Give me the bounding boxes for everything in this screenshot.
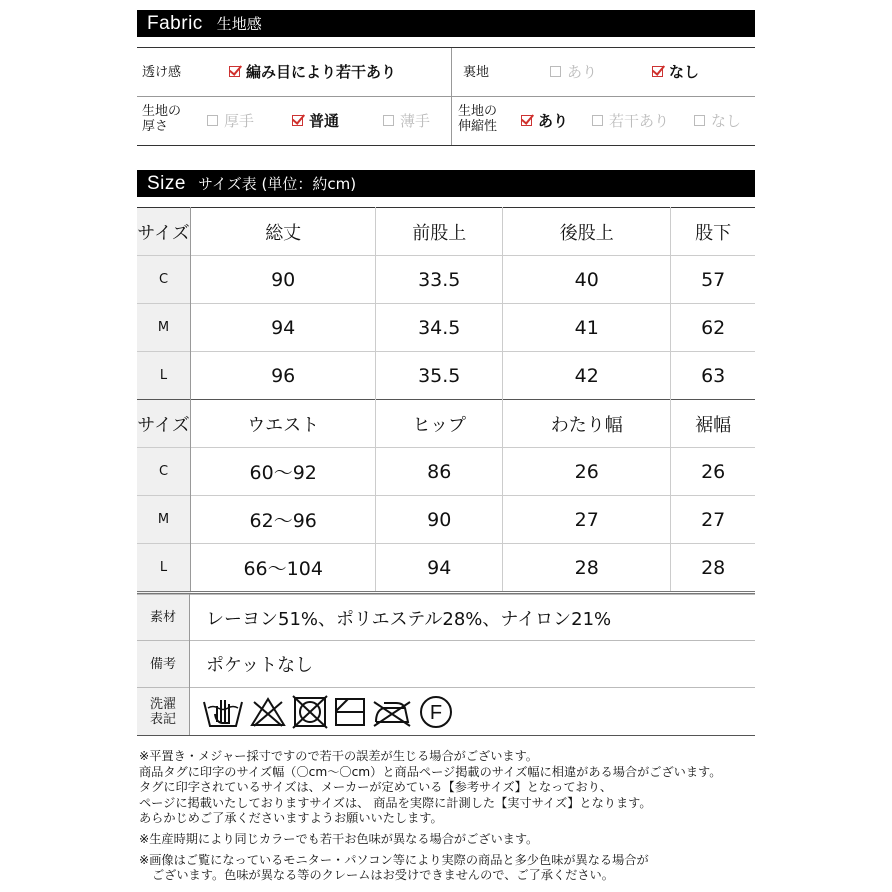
material-label: 素材 bbox=[137, 595, 190, 641]
note-line: ※画像はご覧になっているモニター・パソコン等により実際の商品と多少色味が異なる場合が bbox=[139, 852, 649, 867]
lining-option-no: なし bbox=[652, 61, 699, 82]
size-key-header: サイズ bbox=[137, 208, 191, 256]
material-row bbox=[137, 595, 755, 641]
thickness-label: 生地の 厚さ bbox=[142, 104, 182, 134]
no-iron-icon bbox=[372, 696, 412, 728]
fabric-header bbox=[137, 10, 755, 37]
table-header-row bbox=[137, 208, 755, 256]
size-key-header: サイズ bbox=[137, 400, 191, 448]
stretch-option-no: なし bbox=[694, 110, 741, 131]
note-line: ございます。色味が異なる等のクレームはお受けできませんので、ご了承ください。 bbox=[152, 868, 614, 883]
checkbox-empty-icon bbox=[694, 115, 705, 126]
table-cell: 28 bbox=[671, 544, 755, 593]
table-cell: 28 bbox=[503, 544, 671, 593]
thickness-option-normal: 普通 bbox=[292, 110, 339, 131]
table-cell: 63 bbox=[671, 352, 755, 400]
size-table bbox=[137, 207, 755, 594]
size-key: L bbox=[137, 544, 191, 593]
table-row bbox=[137, 304, 755, 352]
size-title-en: Size bbox=[147, 172, 186, 194]
table-cell: 27 bbox=[671, 496, 755, 544]
size-header bbox=[137, 170, 755, 197]
table-row bbox=[137, 496, 755, 544]
table-cell: 94 bbox=[376, 544, 503, 593]
table-cell: 35.5 bbox=[376, 352, 503, 400]
table-row bbox=[137, 544, 755, 593]
sheer-option: 編み目により若干あり bbox=[229, 61, 396, 82]
notes bbox=[139, 749, 721, 884]
table-cell: 42 bbox=[503, 352, 671, 400]
no-bleach-icon bbox=[250, 696, 286, 728]
note-line: 商品タグに印字のサイズ幅（〇cm〜〇cm）と商品ページ掲載のサイズ幅に相違がある場合がございます。 bbox=[139, 764, 722, 779]
table-cell: 86 bbox=[376, 448, 503, 496]
size-title-jp: サイズ表 (単位：約cm) bbox=[197, 175, 357, 193]
column-header: 後股上 bbox=[503, 208, 671, 256]
table-cell: 33.5 bbox=[376, 256, 503, 304]
table-cell: 41 bbox=[503, 304, 671, 352]
column-header: ヒップ bbox=[376, 400, 503, 448]
column-header: 総丈 bbox=[191, 208, 376, 256]
table-cell: 27 bbox=[503, 496, 671, 544]
table-cell: 96 bbox=[191, 352, 376, 400]
checkbox-empty-icon bbox=[592, 115, 603, 126]
checkbox-empty-icon bbox=[383, 115, 394, 126]
thickness-option-thick: 厚手 bbox=[207, 110, 254, 131]
fabric-title-en: Fabric bbox=[147, 12, 203, 34]
checkbox-checked-icon bbox=[292, 115, 303, 126]
hand-wash-icon bbox=[202, 694, 244, 730]
column-header: ウエスト bbox=[191, 400, 376, 448]
size-key: M bbox=[137, 304, 191, 352]
table-row bbox=[137, 352, 755, 400]
table-header-row bbox=[137, 400, 755, 448]
size-key: L bbox=[137, 352, 191, 400]
no-tumble-dry-icon bbox=[292, 695, 328, 729]
svg-text:F: F bbox=[429, 701, 443, 724]
checkbox-checked-icon bbox=[652, 66, 663, 77]
fabric-table bbox=[137, 47, 755, 146]
line-dry-shade-icon bbox=[334, 696, 366, 728]
remarks-value: ポケットなし bbox=[190, 641, 756, 688]
table-cell: 26 bbox=[671, 448, 755, 496]
note-line: ページに掲載いたしておりますサイズは、 商品を実際に計測した【実寸サイズ】となります。 bbox=[139, 795, 652, 810]
stretch-option-slight: 若干あり bbox=[592, 110, 669, 131]
note-line: あらかじめご了承くださいますようお願いいたします。 bbox=[139, 811, 443, 826]
lining-label: 裏地 bbox=[463, 65, 490, 80]
checkbox-empty-icon bbox=[550, 66, 561, 77]
table-cell: 62 bbox=[671, 304, 755, 352]
table-row bbox=[137, 448, 755, 496]
table-cell: 40 bbox=[503, 256, 671, 304]
note-line: ※平置き・メジャー採寸ですので若干の誤差が生じる場合がございます。 bbox=[139, 749, 538, 763]
checkbox-checked-icon bbox=[521, 115, 532, 126]
checkbox-checked-icon bbox=[229, 66, 240, 77]
stretch-label: 生地の 伸縮性 bbox=[458, 104, 498, 134]
table-cell: 26 bbox=[503, 448, 671, 496]
fabric-title-jp: 生地感 bbox=[216, 15, 262, 33]
lining-option-yes: あり bbox=[550, 61, 597, 82]
care-icons bbox=[190, 688, 756, 736]
stretch-option-yes: あり bbox=[521, 110, 568, 131]
info-table bbox=[137, 594, 755, 736]
care-label: 洗濯 表記 bbox=[137, 688, 190, 736]
remarks-label: 備考 bbox=[137, 641, 190, 688]
note-line: タグに印字されているサイズは、メーカーが定めている【参考サイズ】となっており、 bbox=[139, 780, 613, 795]
column-header: わたり幅 bbox=[503, 400, 671, 448]
care-row bbox=[137, 688, 755, 736]
thickness-option-thin: 薄手 bbox=[383, 110, 430, 131]
column-header: 前股上 bbox=[376, 208, 503, 256]
table-cell: 90 bbox=[191, 256, 376, 304]
table-cell: 60〜92 bbox=[191, 448, 376, 496]
material-value: レーヨン51%、ポリエステル28%、ナイロン21% bbox=[190, 595, 756, 641]
size-key: C bbox=[137, 448, 191, 496]
checkbox-empty-icon bbox=[207, 115, 218, 126]
table-cell: 57 bbox=[671, 256, 755, 304]
size-key: C bbox=[137, 256, 191, 304]
table-cell: 62〜96 bbox=[191, 496, 376, 544]
table-row bbox=[137, 256, 755, 304]
column-header: 裾幅 bbox=[671, 400, 755, 448]
size-key: M bbox=[137, 496, 191, 544]
table-cell: 34.5 bbox=[376, 304, 503, 352]
remarks-row bbox=[137, 641, 755, 688]
column-header: 股下 bbox=[671, 208, 755, 256]
dry-clean-f-icon bbox=[418, 694, 454, 730]
table-cell: 90 bbox=[376, 496, 503, 544]
table-cell: 94 bbox=[191, 304, 376, 352]
sheer-label: 透け感 bbox=[142, 65, 182, 80]
table-cell: 66〜104 bbox=[191, 544, 376, 593]
note-line: ※生産時期により同じカラーでも若干お色味が異なる場合がございます。 bbox=[139, 831, 539, 846]
